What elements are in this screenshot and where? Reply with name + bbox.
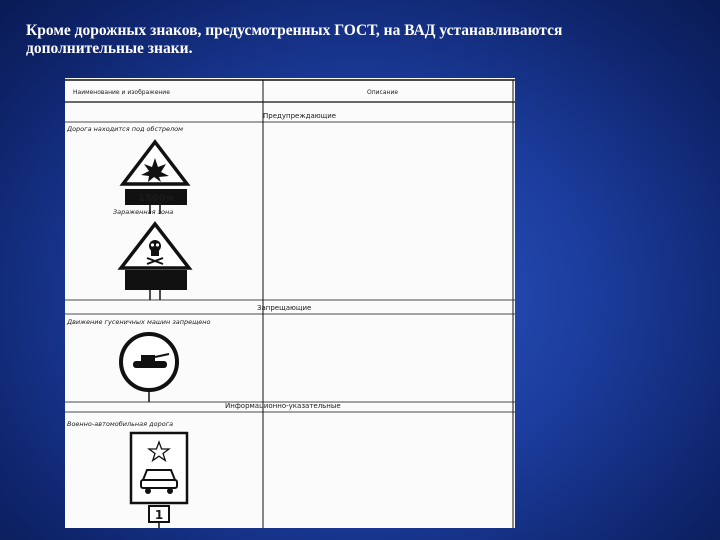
section-warning: Предупреждающие (263, 112, 337, 120)
military-road-plate-number: 1 (154, 508, 164, 522)
caption-shelling: Дорога находится под обстрелом (67, 125, 184, 133)
shelling-sign (123, 142, 187, 214)
caption-military-road: Военно-автомобильная дорога (67, 420, 174, 428)
section-informational: Информационно-указательные (225, 402, 341, 410)
caption-contaminated: Зараженная зона (113, 208, 174, 216)
contaminated-sign (121, 224, 189, 300)
tracked-vehicles-sign (121, 334, 177, 402)
header-right: Описание (367, 89, 399, 96)
military-road-sign (131, 433, 187, 528)
section-prohibitory: Запрещающие (257, 304, 312, 312)
table-scan (65, 78, 515, 528)
shelling-plate-text: 1500м (137, 193, 175, 204)
scanned-table (65, 78, 515, 528)
header-left: Наименование и изображение (73, 89, 170, 96)
caption-tracked-line: Движение гусеничных машин запрещено (67, 318, 211, 326)
slide-title: Кроме дорожных знаков, предусмотренных ГОСТ, на ВАД устанавливаются дополнительные знаки. (26, 22, 563, 57)
